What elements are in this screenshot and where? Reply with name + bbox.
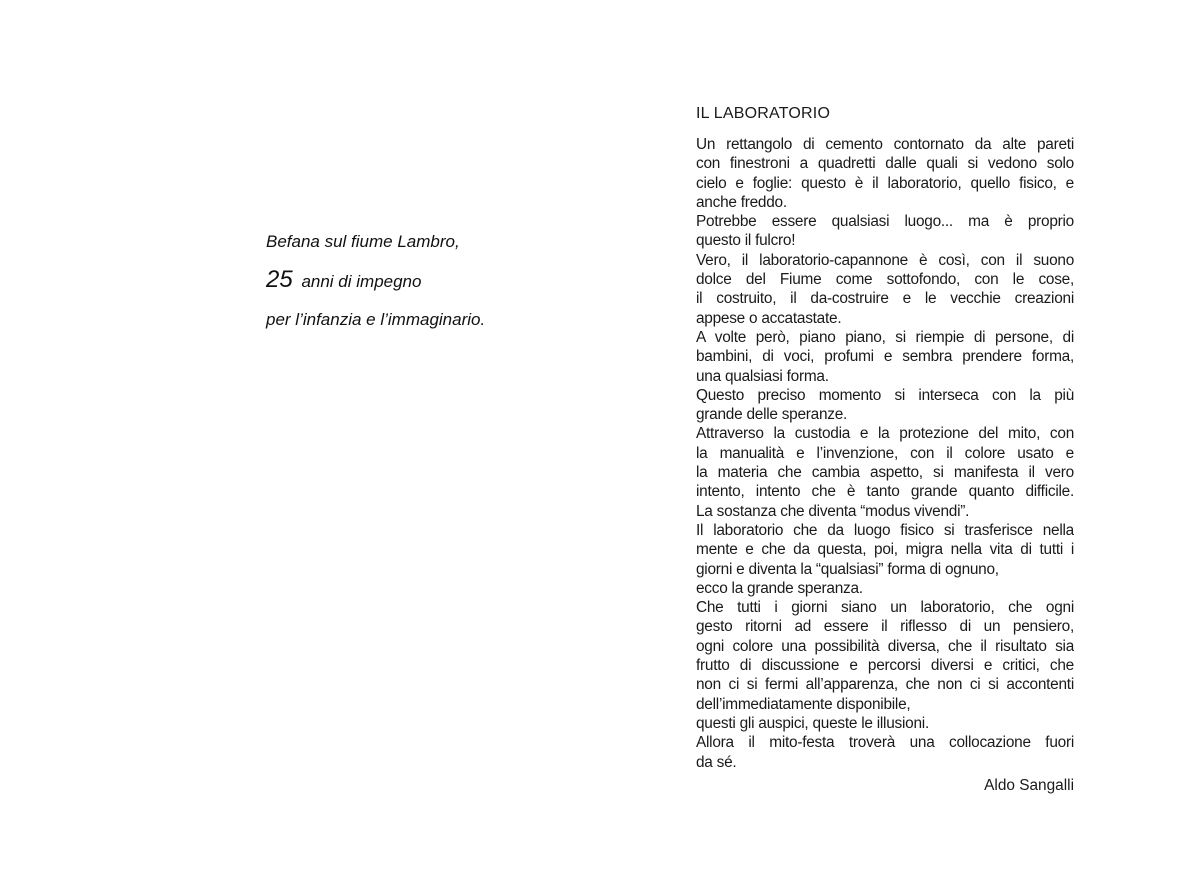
- body-line: Questo preciso momento si interseca con la più: [696, 386, 1074, 404]
- body-line: frutto di discussione e percorsi diversi e critici, che: [696, 657, 1074, 675]
- body-line: A volte però, piano piano, si riempie di persone, di: [696, 328, 1074, 346]
- body-line: Potrebbe essere qualsiasi luogo... ma è proprio: [696, 213, 1074, 231]
- body-line: cielo e foglie: questo è il laboratorio, quello fisico, e: [696, 174, 1074, 192]
- body-line: Attraverso la custodia e la protezione del mito, con: [696, 425, 1074, 443]
- article: [696, 104, 1074, 795]
- body-line: giorni e diventa la “qualsiasi” forma di ognuno,: [696, 560, 999, 578]
- body-line: Allora il mito-festa troverà una collocazione fuori: [696, 734, 1074, 752]
- body-line: Che tutti i giorni siano un laboratorio, che ogni: [696, 599, 1074, 617]
- body-line: mente e che da questa, poi, migra nella vita di tutti i: [696, 541, 1074, 559]
- body-line: dolce del Fiume come sottofondo, con le cose,: [696, 271, 1074, 289]
- body-line: la materia che cambia aspetto, si manifesta il vero: [696, 464, 1074, 482]
- body-line: La sostanza che diventa “modus vivendi”.: [696, 502, 970, 520]
- body-line: intento, intento che è tanto grande quanto difficile.: [696, 483, 1074, 501]
- body-line: ecco la grande speranza.: [696, 579, 863, 597]
- body-line: questo il fulcro!: [696, 232, 796, 250]
- body-line: non ci si fermi all’apparenza, che non ci si accontenti: [696, 676, 1074, 694]
- body-line: questi gli auspici, queste le illusioni.: [696, 714, 929, 732]
- body-line: dell’immediatamente disponibile,: [696, 695, 911, 713]
- dedication-line-2: [266, 266, 566, 293]
- right-page: [590, 0, 1181, 886]
- dedication-line-1: Befana sul fiume Lambro,: [266, 232, 460, 251]
- body-line: bambini, di voci, profumi e sembra prendere forma,: [696, 348, 1074, 366]
- body-line: il costruito, il da-costruire e le vecchie creazioni: [696, 290, 1074, 308]
- left-page: [0, 0, 590, 886]
- body-line: con finestroni a quadretti dalle quali si vedono solo: [696, 155, 1074, 173]
- dedication: [266, 232, 566, 330]
- body-line: da sé.: [696, 753, 737, 771]
- body-line: Il laboratorio che da luogo fisico si trasferisce nella: [696, 521, 1074, 539]
- body-line: Vero, il laboratorio-capannone è così, con il suono: [696, 251, 1074, 269]
- body-line: grande delle speranze.: [696, 406, 848, 424]
- body-line: una qualsiasi forma.: [696, 367, 829, 385]
- dedication-years: 25: [266, 266, 293, 293]
- body-line: appese o accatastate.: [696, 309, 842, 327]
- article-title: IL LABORATORIO: [696, 105, 831, 122]
- dedication-line-2-text: anni di impegno: [301, 272, 422, 291]
- article-body: [696, 135, 1074, 772]
- body-line: ogni colore una possibilità diversa, che il risultato sia: [696, 637, 1074, 655]
- body-line: la manualità e l’invenzione, con il colore usato e: [696, 444, 1074, 462]
- body-line: gesto ritorni ad essere il riflesso di un pensiero,: [696, 618, 1074, 636]
- body-line: Un rettangolo di cemento contornato da alte pareti: [696, 136, 1074, 153]
- author-signature: Aldo Sangalli: [984, 776, 1074, 794]
- body-line: anche freddo.: [696, 193, 787, 211]
- dedication-line-3: per l’infanzia e l’immaginario.: [266, 310, 486, 329]
